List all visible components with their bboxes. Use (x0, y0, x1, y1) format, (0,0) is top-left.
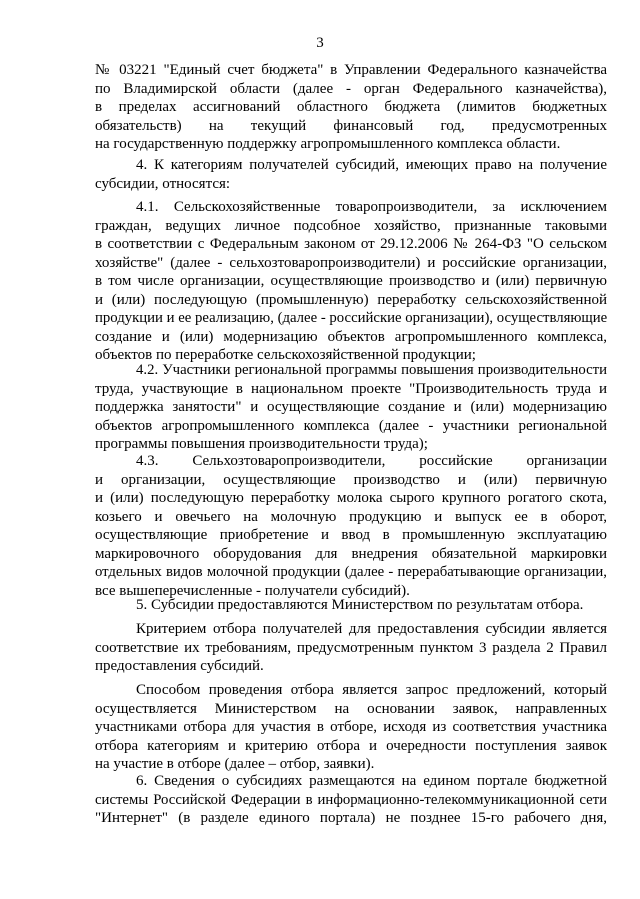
text-line: осуществляющие приобретение и ввод в промышленную эксплуатацию (95, 527, 607, 543)
text-line: объектов агропромышленного комплекса (далее - участники региональной (95, 417, 607, 434)
text-line: труда, участвующие в национальном проекте "Производительность труда и (95, 380, 607, 397)
text-line: 6. Сведения о субсидиях размещаются на едином портале бюджетной (136, 773, 607, 789)
text-line: в пределах ассигнований областного бюджета (лимитов бюджетных (95, 99, 607, 115)
text-line: все вышеперечисленные - получатели субсидий). (95, 582, 410, 599)
paragraph-item-4-2 (95, 361, 607, 454)
text-line: предоставления субсидий. (95, 658, 264, 674)
text-line: 4. К категориям получателей субсидий, имеющих право на получение (136, 157, 607, 173)
page-number: 3 (316, 35, 324, 51)
text-line: 5. Субсидии предоставляются Министерством по результатам отбора. (136, 597, 584, 613)
text-line: и организации, осуществляющие производство и (или) первичную (95, 471, 607, 488)
text-line: продукции и ее реализацию, (далее - российские организации), осуществляющие (95, 310, 608, 326)
text-line: системы Российской Федерации в информационно-телекоммуникационной сети (95, 791, 607, 808)
paragraph-treasury-account (95, 61, 607, 154)
text-line: поддержка занятости" и осуществляющие создание и (или) модернизацию (95, 399, 607, 415)
text-line: участниками отбора для участия в отборе, исходя из соответствия участника (95, 719, 607, 735)
text-line: осуществляется Министерством на основании заявок, направленных (95, 700, 607, 717)
paragraph-item-5 (95, 596, 607, 615)
text-line: хозяйстве" (далее - сельхозтоваропроизводители) и российские организации, (95, 254, 607, 271)
paragraph-item-4 (95, 156, 607, 193)
text-line: на участие в отборе (далее – отбор, заявки). (95, 756, 375, 772)
paragraph-item-4-1 (95, 198, 607, 365)
paragraph-item-6 (95, 772, 607, 828)
paragraph-item-4-3 (95, 452, 607, 600)
text-line: Критерием отбора получателей для предоставления субсидии является (136, 621, 607, 637)
text-line: в том числе организации, осуществляющие производство и (или) первичную (95, 273, 607, 289)
text-line: маркировочного оборудования для внедрения обязательной маркировки (95, 545, 607, 562)
text-line: отдельных видов молочной продукции (далее - перерабатывающие организации, (95, 564, 607, 580)
paragraph-selection-criterion (95, 620, 607, 676)
text-line: "Интернет" (в разделе единого портала) не позднее 15-го рабочего дня, (95, 810, 607, 826)
text-line: Способом проведения отбора является запрос предложений, который (136, 682, 607, 698)
text-line: субсидии, относятся: (95, 175, 231, 192)
text-line: граждан, ведущих личное подсобное хозяйство, признанные таковыми (95, 217, 607, 234)
text-line: козьего и овечьего на молочную продукцию и выпуск ее в оборот, (95, 508, 607, 525)
text-line: на государственную поддержку агропромышленного комплекса области. (95, 136, 561, 152)
text-line: создание и (или) модернизацию объектов агропромышленного комплекса, (95, 328, 607, 345)
text-line: № 03221 "Единый счет бюджета" в Управлении Федерального казначейства (95, 62, 607, 78)
text-line: 4.2. Участники региональной программы повышения производительности (136, 362, 607, 378)
text-line: по Владимирской области (далее - орган Федерального казначейства), (95, 80, 607, 97)
text-line: в соответствии с Федеральным законом от 29.12.2006 № 264-ФЗ "О сельском (95, 236, 607, 252)
text-line: отбора категориям и критерию отбора и очередности поступления заявок (95, 737, 607, 754)
text-line: 4.1. Сельскохозяйственные товаропроизводители, за исключением (136, 199, 607, 215)
text-line: 4.3. Сельхозтоваропроизводители, российские организации (136, 453, 607, 469)
text-line: обязательств) на текущий финансовый год, предусмотренных (95, 117, 607, 134)
paragraph-selection-method (95, 681, 607, 774)
text-line: объектов по переработке сельскохозяйственной продукции; (95, 347, 476, 363)
text-line: и (или) последующую переработку молока сырого крупного рогатого скота, (95, 490, 607, 506)
text-line: программы повышения производительности труда); (95, 436, 428, 452)
text-line: и (или) последующую (промышленную) переработку сельскохозяйственной (95, 291, 607, 308)
text-line: соответствие их требованиям, предусмотренным пунктом 3 раздела 2 Правил (95, 639, 607, 656)
